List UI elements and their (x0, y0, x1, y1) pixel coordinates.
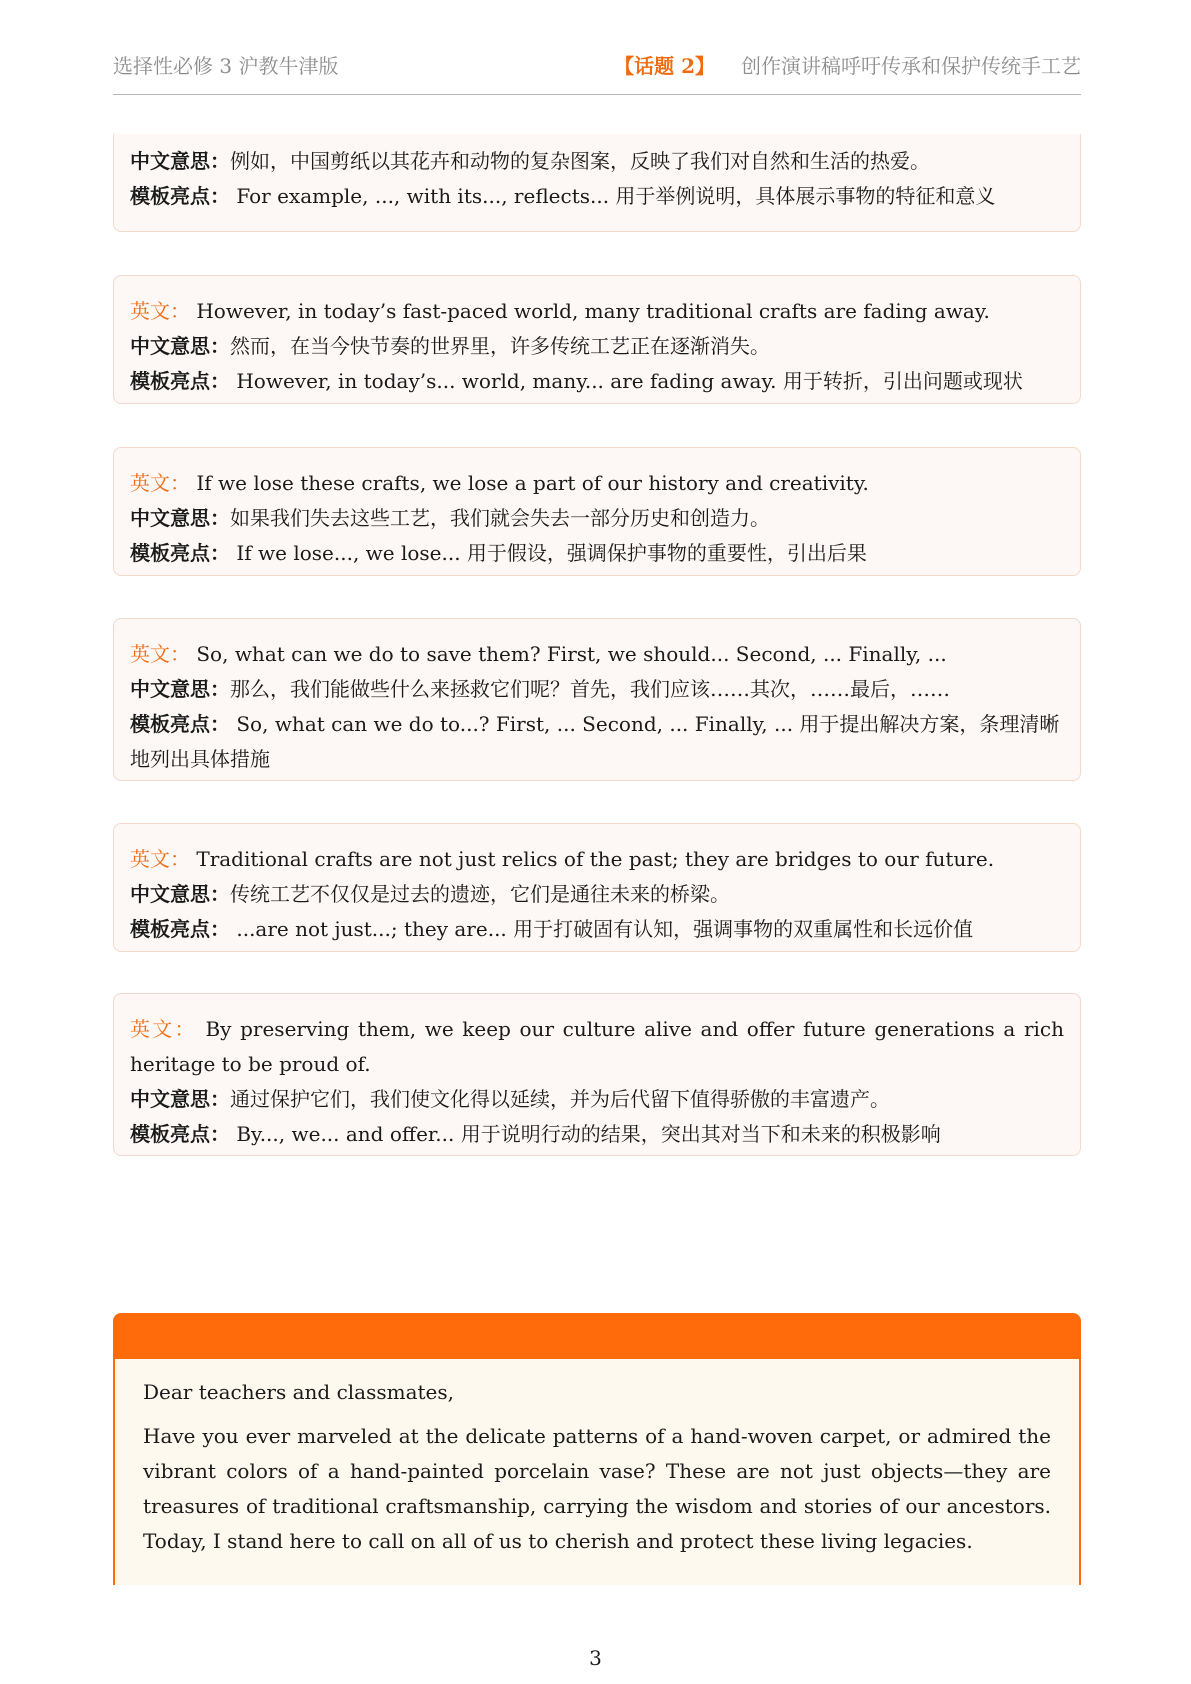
template-highlight-text: If we lose..., we lose... 用于假设，强调保护事物的重要性，引出后果 (230, 541, 867, 565)
chinese-meaning-row (130, 877, 1064, 912)
template-highlight-row (130, 364, 1064, 399)
model-speech-body (113, 1359, 1081, 1585)
english-row (130, 294, 1064, 329)
template-highlight-text: For example, ..., with its..., reflects... 用于举例说明，具体展示事物的特征和意义 (230, 184, 996, 208)
page-header (113, 44, 1081, 95)
speech-paragraph: Have you ever marveled at the delicate patterns of a hand-woven carpet, or admired the vibrant colors of a hand-painted porcelain vase? These are not just objects—they are treasures of traditional craftsmanship, carrying the wisdom and stories of our ancestors. Today, I stand here to call on all of us to cherish and protect these living legacies. (143, 1424, 1051, 1553)
chinese-meaning-label: 中文意思： (130, 1087, 230, 1111)
english-row (130, 1012, 1064, 1082)
template-highlight-text: So, what can we do to...? First, ... Second, ... Finally, ... 用于提出解决方案，条理清晰地列出具体措施 (130, 712, 1060, 771)
template-highlight-row (130, 179, 1064, 214)
chinese-meaning-label: 中文意思： (130, 149, 230, 173)
header-right (614, 50, 1081, 79)
english-label: 英文： (130, 1017, 197, 1041)
chinese-meaning-row (130, 1082, 1064, 1117)
english-row (130, 842, 1064, 877)
template-highlight-text: However, in today’s... world, many... are fading away. 用于转折，引出问题或现状 (230, 369, 1023, 393)
speech-greeting: Dear teachers and classmates, (143, 1380, 455, 1404)
template-highlight-row (130, 536, 1064, 571)
phrase-card (113, 823, 1081, 952)
english-row (130, 466, 1064, 501)
page-number: 3 (589, 1646, 602, 1670)
template-highlight-label: 模板亮点： (130, 712, 230, 736)
english-text: So, what can we do to save them? First, we should... Second, ... Finally, ... (190, 642, 947, 666)
english-text: By preserving them, we keep our culture alive and offer future generations a rich heritage to be proud of. (130, 1017, 1065, 1076)
template-highlight-text: ...are not just...; they are... 用于打破固有认知，强调事物的双重属性和长远价值 (230, 917, 974, 941)
template-highlight-label: 模板亮点： (130, 184, 230, 208)
chinese-meaning-row (130, 329, 1064, 364)
english-row (130, 637, 1064, 672)
template-highlight-text: By..., we... and offer... 用于说明行动的结果，突出其对当下和未来的积极影响 (230, 1122, 941, 1146)
phrase-card (113, 618, 1081, 781)
chinese-meaning-row (130, 144, 1064, 179)
chinese-meaning-text: 然而，在当今快节奏的世界里，许多传统工艺正在逐渐消失。 (230, 334, 770, 358)
chinese-meaning-text: 通过保护它们，我们使文化得以延续，并为后代留下值得骄傲的丰富遗产。 (230, 1087, 890, 1111)
phrase-card (113, 993, 1081, 1156)
chinese-meaning-row (130, 672, 1064, 707)
template-highlight-label: 模板亮点： (130, 541, 230, 565)
english-label: 英文： (130, 642, 190, 666)
chinese-meaning-label: 中文意思： (130, 506, 230, 530)
english-label: 英文： (130, 299, 190, 323)
phrase-card (113, 134, 1081, 232)
template-highlight-row (130, 707, 1064, 777)
chinese-meaning-label: 中文意思： (130, 334, 230, 358)
template-highlight-label: 模板亮点： (130, 917, 230, 941)
phrase-card (113, 447, 1081, 576)
chinese-meaning-text: 传统工艺不仅仅是过去的遗迹，它们是通往未来的桥梁。 (230, 882, 730, 906)
chinese-meaning-row (130, 501, 1064, 536)
chinese-meaning-label: 中文意思： (130, 882, 230, 906)
template-highlight-row (130, 1117, 1064, 1152)
chinese-meaning-label: 中文意思： (130, 677, 230, 701)
topic-label: 【话题 2】 (614, 54, 715, 78)
english-text: If we lose these crafts, we lose a part of our history and creativity. (190, 471, 869, 495)
english-text: However, in today’s fast-paced world, many traditional crafts are fading away. (190, 299, 990, 323)
template-highlight-label: 模板亮点： (130, 369, 230, 393)
phrase-card (113, 275, 1081, 404)
topic-title: 创作演讲稿呼吁传承和保护传统手工艺 (741, 54, 1081, 78)
template-highlight-label: 模板亮点： (130, 1122, 230, 1146)
chinese-meaning-text: 那么，我们能做些什么来拯救它们呢？首先，我们应该……其次，……最后，…… (230, 677, 950, 701)
chinese-meaning-text: 如果我们失去这些工艺，我们就会失去一部分历史和创造力。 (230, 506, 770, 530)
model-speech-title-bar (113, 1313, 1081, 1359)
model-speech-box (113, 1313, 1081, 1585)
english-text: Traditional crafts are not just relics of the past; they are bridges to our future. (190, 847, 995, 871)
template-highlight-row (130, 912, 1064, 947)
book-title: 选择性必修 3 沪教牛津版 (113, 54, 339, 78)
english-label: 英文： (130, 471, 190, 495)
english-label: 英文： (130, 847, 190, 871)
chinese-meaning-text: 例如，中国剪纸以其花卉和动物的复杂图案，反映了我们对自然和生活的热爱。 (230, 149, 930, 173)
